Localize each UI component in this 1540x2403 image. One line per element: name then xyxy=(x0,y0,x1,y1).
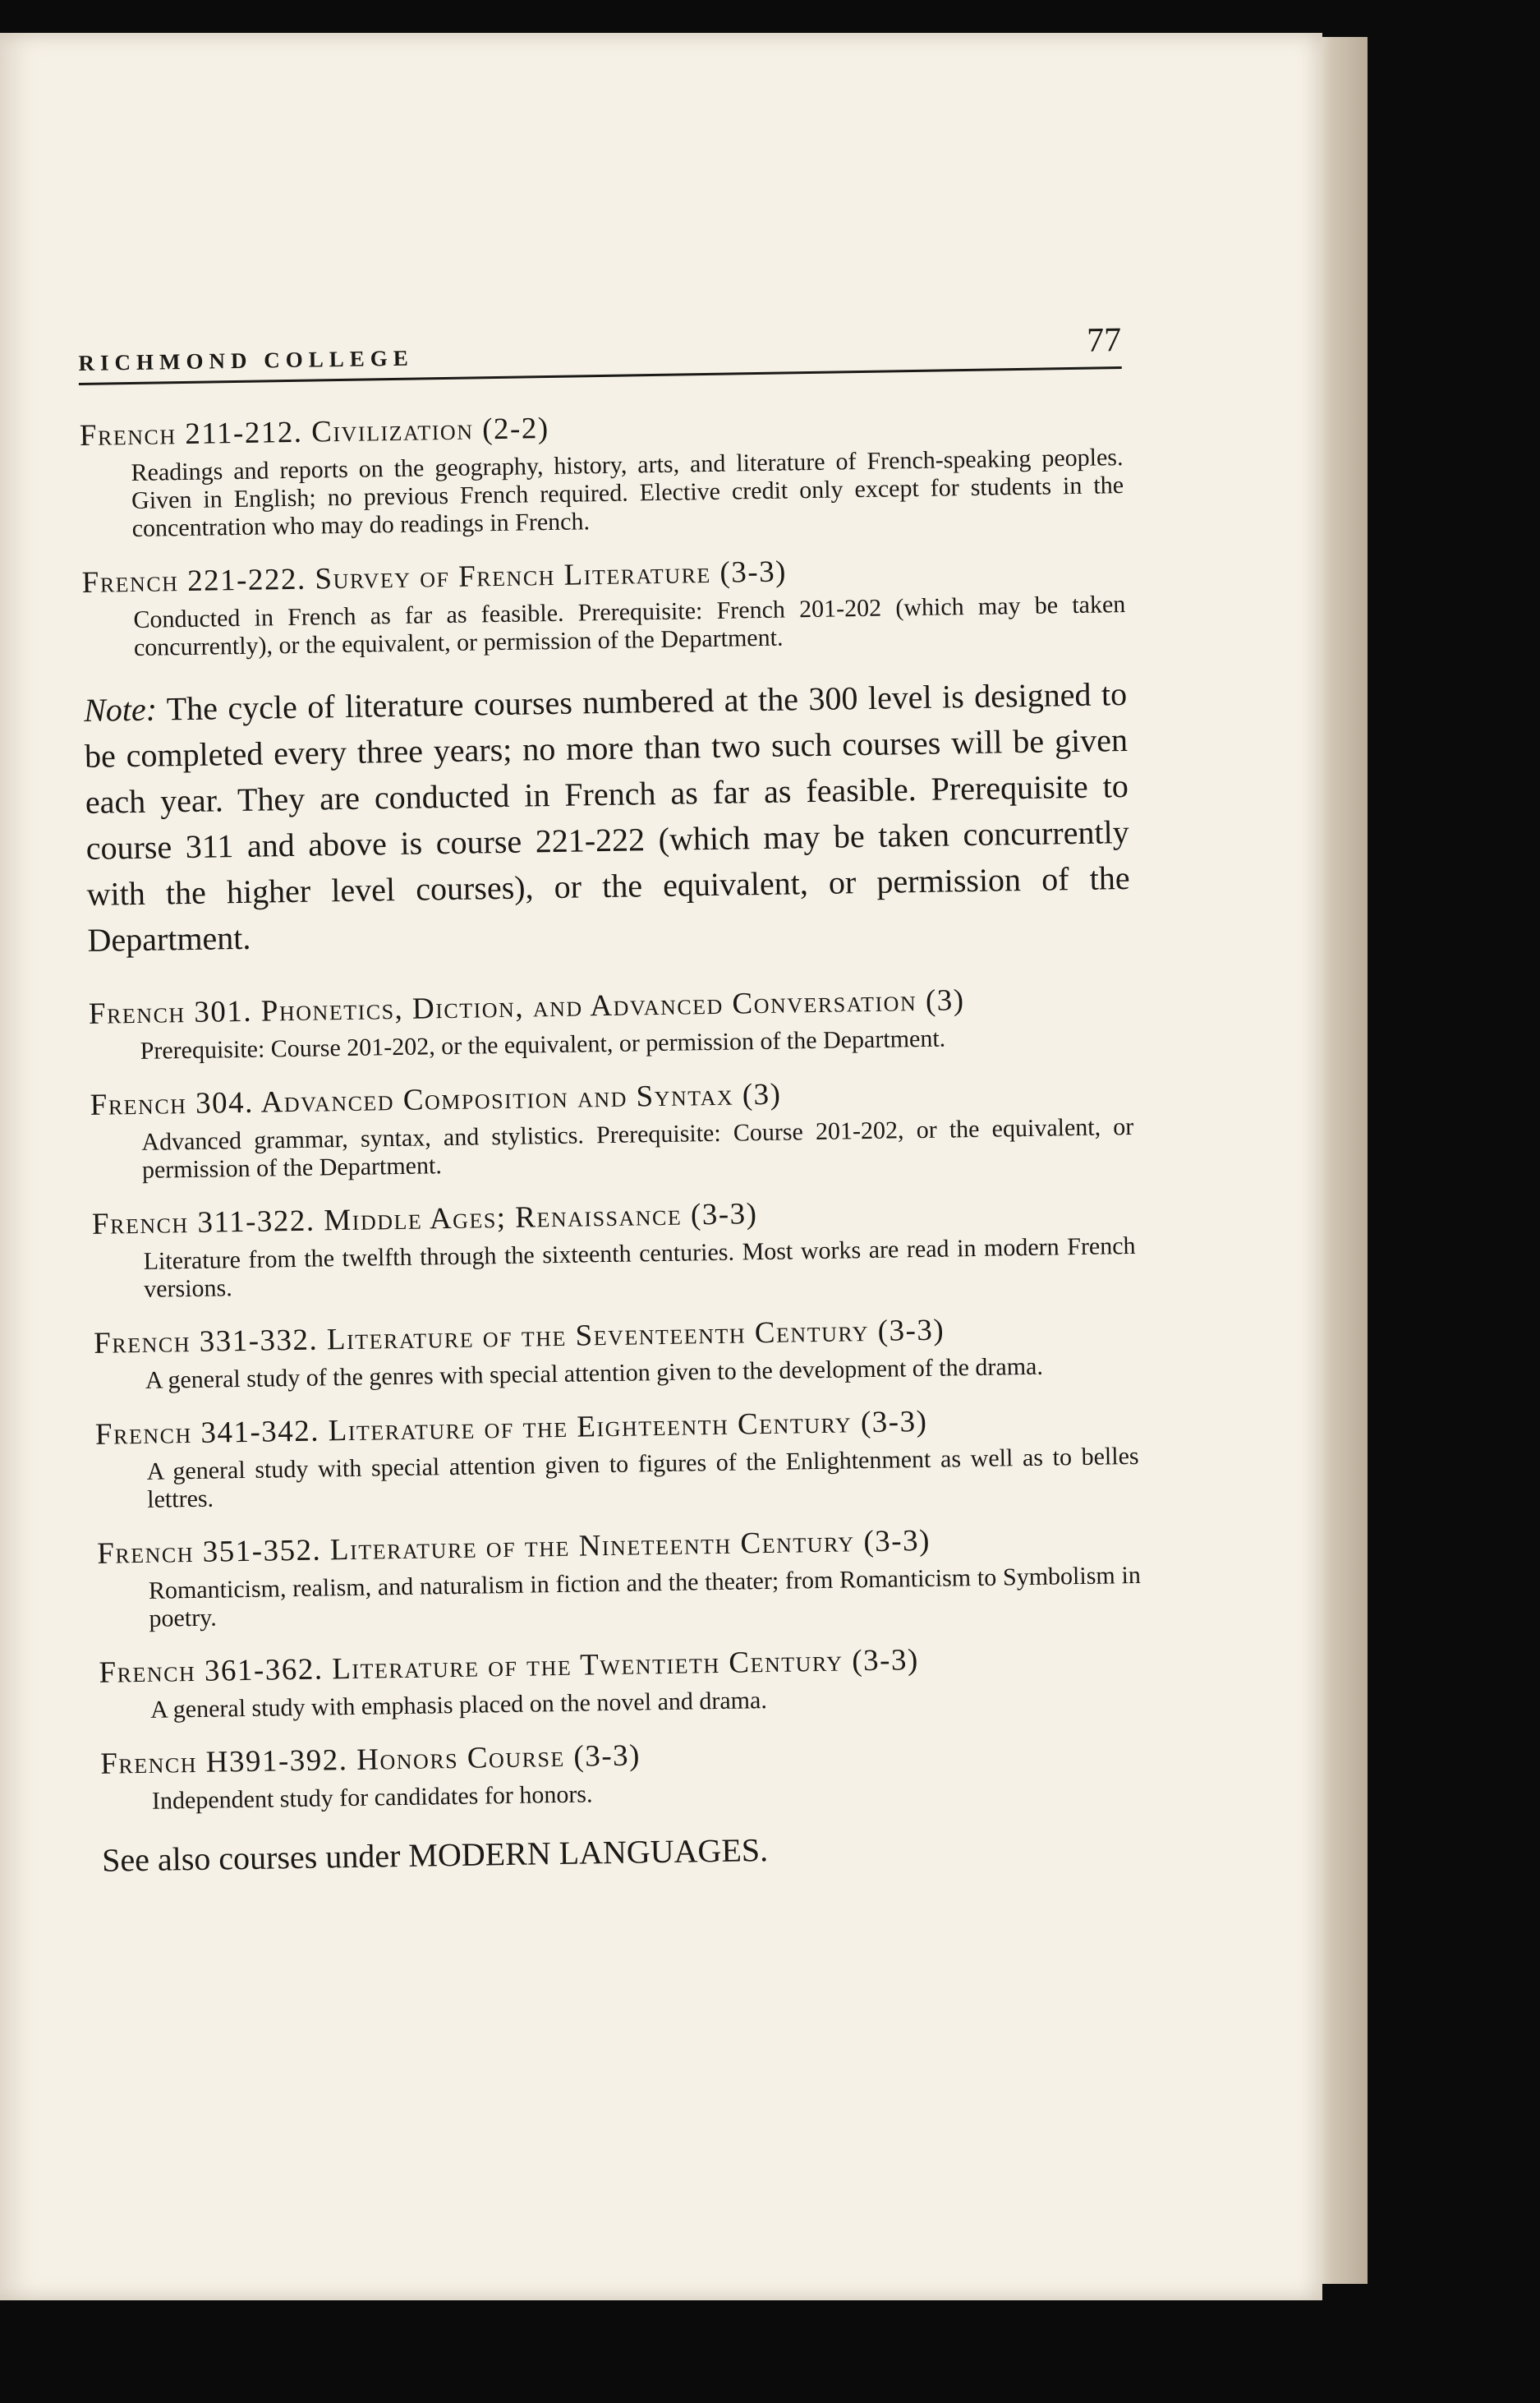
course-entry xyxy=(90,1071,1134,1185)
course-entry xyxy=(100,1730,1144,1816)
page-content xyxy=(78,320,1145,1880)
course-heading: French 211-212. Civilization (2-2) xyxy=(79,412,549,453)
course-entry xyxy=(95,1401,1140,1515)
course-heading: French 351-352. Literature of the Nineteenth Century (3-3) xyxy=(96,1523,931,1571)
course-description: Conducted in French as far as feasible. Prerequisite: French 201-202 (which may be taken concurrently), or the equivalent, or permission of the Department. xyxy=(133,591,1126,661)
note-paragraph xyxy=(84,671,1131,964)
course-heading: French 311-322. Middle Ages; Renaissance (3-3) xyxy=(91,1197,758,1241)
note-label: Note: xyxy=(83,690,158,729)
course-description: A general study with special attention given to figures of the Enlightenment as well as to belles lettres. xyxy=(146,1442,1139,1513)
course-heading: French 361-362. Literature of the Twentieth Century (3-3) xyxy=(99,1643,920,1690)
course-entry xyxy=(89,980,1133,1066)
course-heading: French 341-342. Literature of the Eighteenth Century (3-3) xyxy=(94,1404,928,1452)
course-description: Prerequisite: Course 201-202, or the equivalent, or permission of the Department. xyxy=(140,1024,946,1065)
course-description: Readings and reports on the geography, history, arts, and literature of French-speaking peoples. Given in English; no previous French required. Elective credit only except for students in the concentration who may do readings in French. xyxy=(131,444,1124,542)
course-heading: French 301. Phonetics, Diction, and Advanced Conversation (3) xyxy=(88,983,965,1031)
course-description: A general study with emphasis placed on the novel and drama. xyxy=(150,1687,768,1724)
course-entry xyxy=(99,1639,1142,1725)
book-page xyxy=(0,33,1322,2300)
note-text: The cycle of literature courses numbered at the 300 level is designed to be completed every three years; no more than two such courses will be given each year. They are conducted in French as far as feasible. Prerequisite to course 311 and above is course 221-222 (which may be taken concurrently with the higher level courses), or the equivalent, or permission of the Department. xyxy=(84,674,1130,959)
course-entry xyxy=(80,402,1124,544)
course-description: Literature from the twelfth through the sixteenth centuries. Most works are read in modern French versions. xyxy=(143,1231,1136,1303)
course-heading: French 331-332. Literature of the Seventeenth Century (3-3) xyxy=(93,1313,945,1360)
course-entry xyxy=(92,1190,1137,1305)
page-number: 77 xyxy=(1086,321,1122,360)
course-entry xyxy=(94,1310,1138,1396)
course-description: Advanced grammar, syntax, and stylistics. Prerequisite: Course 201-202, or the equivalent, or permission of the Department. xyxy=(141,1112,1134,1184)
course-heading: French 304. Advanced Composition and Syntax (3) xyxy=(90,1077,782,1122)
course-description: Romanticism, realism, and naturalism in fiction and the theater; from Romanticism to Symbolism in poetry. xyxy=(148,1561,1142,1632)
course-description: A general study of the genres with special attention given to the development of the drama. xyxy=(145,1352,1044,1394)
see-also-line: See also courses under MODERN LANGUAGES. xyxy=(101,1831,769,1879)
course-entry xyxy=(81,549,1126,663)
course-heading: French 221-222. Survey of French Literature (3-3) xyxy=(81,555,788,600)
course-heading: French H391-392. Honors Course (3-3) xyxy=(99,1738,641,1781)
course-description: Independent study for candidates for honors. xyxy=(151,1780,593,1815)
course-entry xyxy=(97,1520,1142,1634)
running-head xyxy=(78,320,1122,385)
running-title: RICHMOND COLLEGE xyxy=(78,345,414,375)
